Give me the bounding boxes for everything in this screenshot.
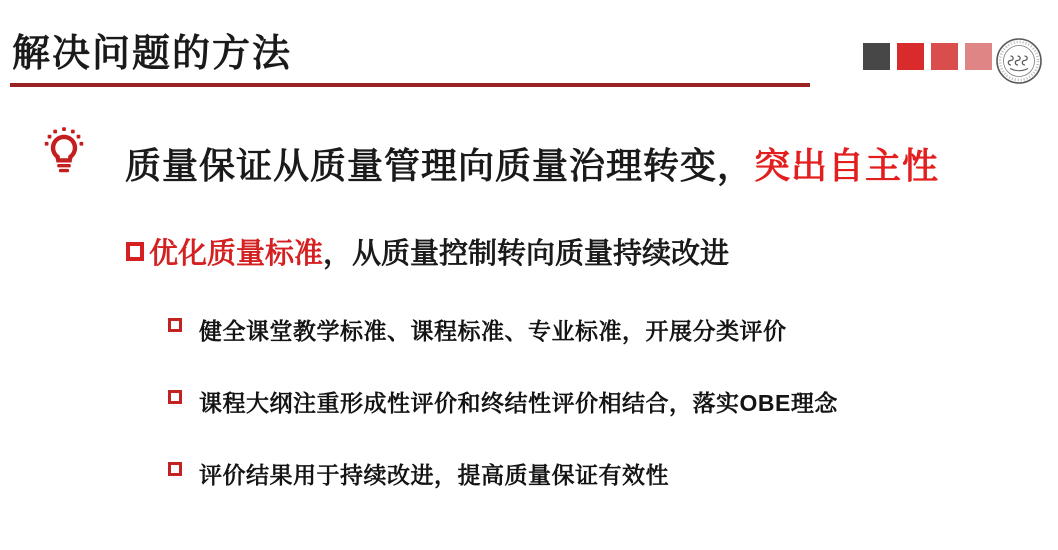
- main-heading-black: 质量保证从质量管理向质量治理转变，: [125, 145, 755, 186]
- decor-square-1: [863, 43, 890, 70]
- square-bullet-icon: [168, 318, 182, 332]
- main-heading: [125, 138, 939, 189]
- sub-heading-black: ，从质量控制转向质量持续改进: [323, 238, 730, 270]
- decor-squares: [863, 43, 992, 70]
- sub-heading-red: 优化质量标准: [149, 238, 324, 270]
- list-item-text: 健全课堂教学标准、课程标准、专业标准，开展分类评价: [199, 318, 787, 344]
- page-title: 解决问题的方法: [12, 33, 293, 75]
- square-bullet-icon: [168, 462, 182, 476]
- lightbulb-idea-icon: [39, 125, 89, 177]
- list-item: [168, 457, 838, 490]
- list-item-text: 课程大纲注重形成性评价和终结性评价相结合，落实OBE理念: [199, 390, 838, 416]
- sub-heading: [126, 231, 729, 272]
- list-item-text: 评价结果用于持续改进，提高质量保证有效性: [199, 462, 669, 488]
- square-bullet-icon: [126, 242, 144, 261]
- list-item: [168, 313, 838, 346]
- university-seal-logo-icon: [995, 37, 1043, 85]
- bullet-list: [168, 313, 838, 490]
- square-bullet-icon: [168, 390, 182, 404]
- decor-square-4: [965, 43, 992, 70]
- main-heading-red: 突出自主性: [754, 145, 940, 186]
- list-item: [168, 385, 838, 418]
- decor-square-3: [931, 43, 958, 70]
- title-underline: [10, 83, 810, 87]
- decor-square-2: [897, 43, 924, 70]
